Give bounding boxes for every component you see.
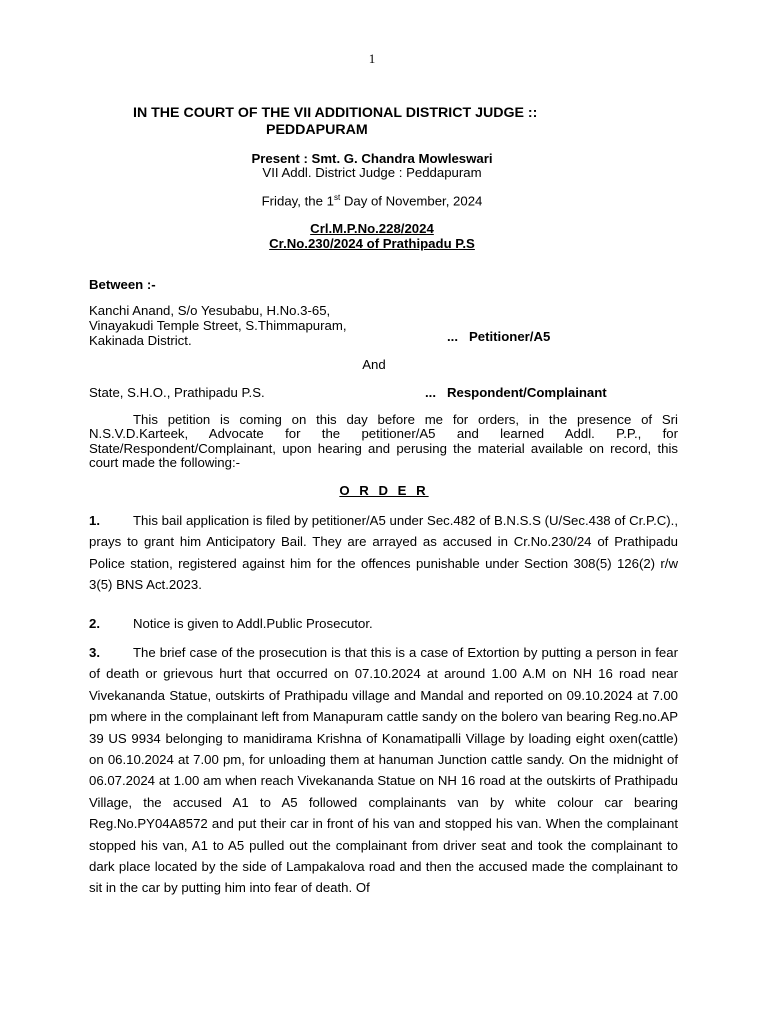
petitioner-line: Kakinada District.	[89, 333, 192, 348]
date-suffix: st	[333, 193, 341, 202]
date-rest: Day of November, 2024	[340, 193, 483, 209]
presiding-judge: Present : Smt. G. Chandra Mowleswari	[251, 151, 493, 166]
and-label: And	[362, 357, 386, 372]
petitioner-role: ... Petitioner/A5	[447, 329, 551, 344]
respondent-name: State, S.H.O., Prathipadu P.S.	[89, 385, 265, 400]
paragraph-text: This bail application is filed by petitioner/A5 under Sec.482 of B.N.S.S (U/Sec.438 of Cr.P.C)., prays to grant him Anticipatory Bail. They are arrayed as accused in Cr.No.230/24 of Prathipadu Police station, registered against him for the offences punishable under Section 308(5) 126(2) r/w 3(5) BNS Act.2023.	[89, 513, 678, 593]
order-date	[0, 193, 744, 208]
paragraph-number: 1.	[89, 513, 100, 528]
paragraph-number: 3.	[89, 645, 100, 660]
court-title-line1: IN THE COURT OF THE VII ADDITIONAL DISTRICT JUDGE ::	[133, 105, 538, 121]
order-heading: O R D E R	[339, 483, 429, 498]
court-title	[133, 105, 537, 139]
petitioner-line: Vinayakudi Temple Street, S.Thimmapuram,	[89, 318, 347, 333]
paragraph-text: The brief case of the prosecution is that this is a case of Extortion by putting a person in fear of death or grievous hurt that occurred on 07.10.2024 at around 1.00 A.M on NH 16 road near Vivekananda Statue, outskirts of Prathipadu village and Mandal and reported on 09.10.2024 at 7.00 pm where in the complainant left from Manapuram cattle sandy on the bolero van bearing Reg.no.AP 39 US 9934 belonging to manidirama Krishna of Konamatipalli Village by loading eight oxen(cattle) on 06.10.2024 at 7.00 pm, for unloading them at hanuman Junction cattle sandy. On the midnight of 06.07.2024 at 1.00 am when reach Vivekananda Statue on NH 16 road at the outskirts of Prathipadu Village, the accused A1 to A5 followed complainants van by white colour car bearing Reg.No.PY04A8572 and put their car in front of his van and stopped his van. When the complainant stopped his van, A1 to A5 pulled out the complainant from driver seat and took the complainant to dark place located by the side of Lampakalova road and then the accused made the complainant to sit in the car by putting him into fear of death. Of	[89, 645, 678, 896]
paragraph-number: 2.	[89, 616, 100, 631]
intro-paragraph	[89, 413, 678, 470]
court-title-line2: PEDDAPURAM	[266, 122, 368, 138]
date-prefix: Friday, the 1	[261, 193, 334, 209]
between-label: Between :-	[89, 277, 156, 292]
petitioner-line: Kanchi Anand, S/o Yesubabu, H.No.3-65,	[89, 303, 331, 318]
page-number: 1	[368, 51, 376, 66]
paragraph-text: Notice is given to Addl.Public Prosecutor.	[133, 616, 373, 631]
paragraph-3	[89, 642, 678, 899]
case-number-secondary: Cr.No.230/2024 of Prathipadu P.S	[269, 236, 475, 251]
respondent-role: ... Respondent/Complainant	[425, 385, 607, 400]
case-number-primary: Crl.M.P.No.228/2024	[310, 221, 434, 236]
judge-designation: VII Addl. District Judge : Peddapuram	[262, 165, 482, 180]
intro-text: This petition is coming on this day before me for orders, in the presence of Sri N.S.V.D.Karteek, Advocate for the petitioner/A5 and learned Addl. P.P., for State/Respondent/Complainant, upon hearing and perusing the material available on record, this court made the following:-	[89, 412, 678, 470]
petitioner-address	[89, 303, 347, 348]
paragraph-2	[89, 613, 678, 634]
paragraph-1	[89, 510, 678, 596]
